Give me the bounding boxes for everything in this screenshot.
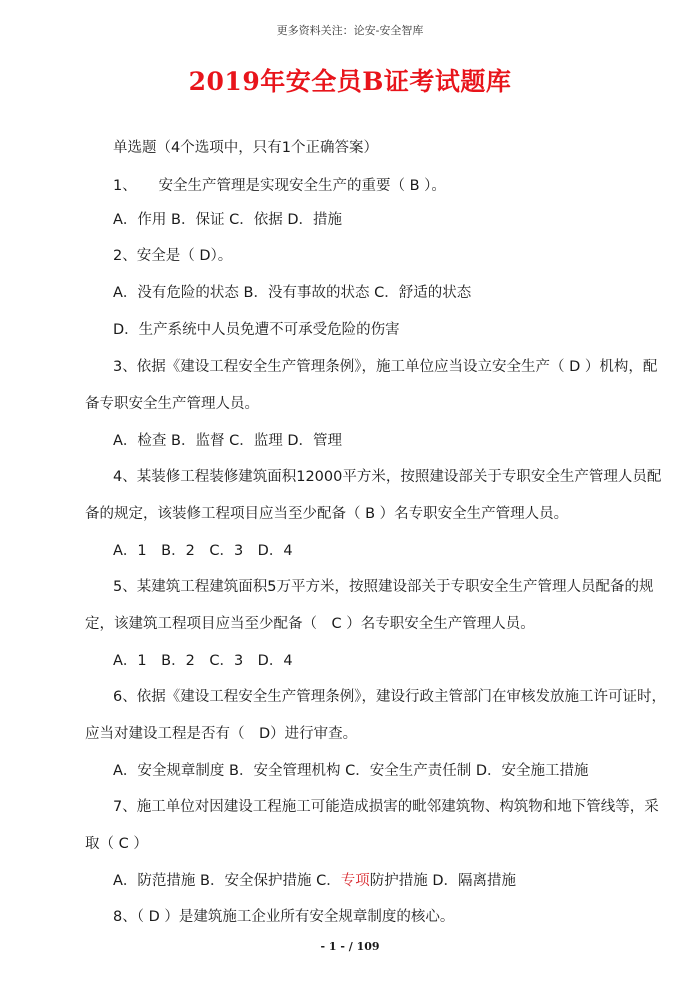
question-3-line1: 3、依据《建设工程安全生产管理条例》，施工单位应当设立安全生产（ D ）机构，配 [113,359,658,375]
page-title: 2019年安全员B证考试题库 [188,67,512,96]
page-number: - 1 - / 109 [320,940,380,953]
question-7-options-part1: A．防范措施 B．安全保护措施 C． [113,873,341,889]
question-7-highlight: 专项 [340,873,370,889]
question-7-options [113,871,516,891]
question-8: 8、（ D ）是建筑施工企业所有安全规章制度的核心。 [113,909,455,925]
question-3-line2: 备专职安全生产管理人员。 [85,396,259,412]
question-5-line1: 5、某建筑工程建筑面积5万平方米，按照建设部关于专职安全生产管理人员配备的规 [113,579,654,595]
page-header: 更多资料关注：论安-安全智库 [276,24,424,37]
question-7-options-part2: 防护措施 D．隔离措施 [369,873,516,889]
question-1-options: A．作用 B．保证 C．依据 D．措施 [113,212,342,228]
question-5-options: A．1 B．2 C．3 D．4 [113,653,293,669]
question-4-line1: 4、某装修工程装修建筑面积12000平方米，按照建设部关于专职安全生产管理人员配 [113,469,662,485]
question-2-options-line2: D．生产系统中人员免遭不可承受危险的伤害 [113,322,400,338]
question-6-options: A．安全规章制度 B．安全管理机构 C．安全生产责任制 D．安全施工措施 [113,763,589,779]
question-4-line2: 备的规定，该装修工程项目应当至少配备（ B ）名专职安全生产管理人员。 [85,506,569,522]
question-6-line1: 6、依据《建设工程安全生产管理条例》，建设行政主管部门在审核发放施工许可证时， [113,689,666,705]
question-3-options: A．检查 B．监督 C．监理 D．管理 [113,433,342,449]
section-heading: 单选题（4个选项中，只有1个正确答案） [113,140,378,156]
question-7-line2: 取（ C ） [85,836,148,852]
question-2-options-line1: A．没有危险的状态 B．没有事故的状态 C．舒适的状态 [113,285,472,301]
question-7-line1: 7、施工单位对因建设工程施工可能造成损害的毗邻建筑物、构筑物和地下管线等，采 [113,799,659,815]
question-6-line2: 应当对建设工程是否有（ D）进行审查。 [85,726,358,742]
question-1: 1、 安全生产管理是实现安全生产的重要（ B ）。 [113,178,446,194]
question-2: 2、安全是（ D）。 [113,248,233,264]
question-5-line2: 定，该建筑工程项目应当至少配备（ C ）名专职安全生产管理人员。 [85,616,535,632]
question-4-options: A．1 B．2 C．3 D．4 [113,543,293,559]
